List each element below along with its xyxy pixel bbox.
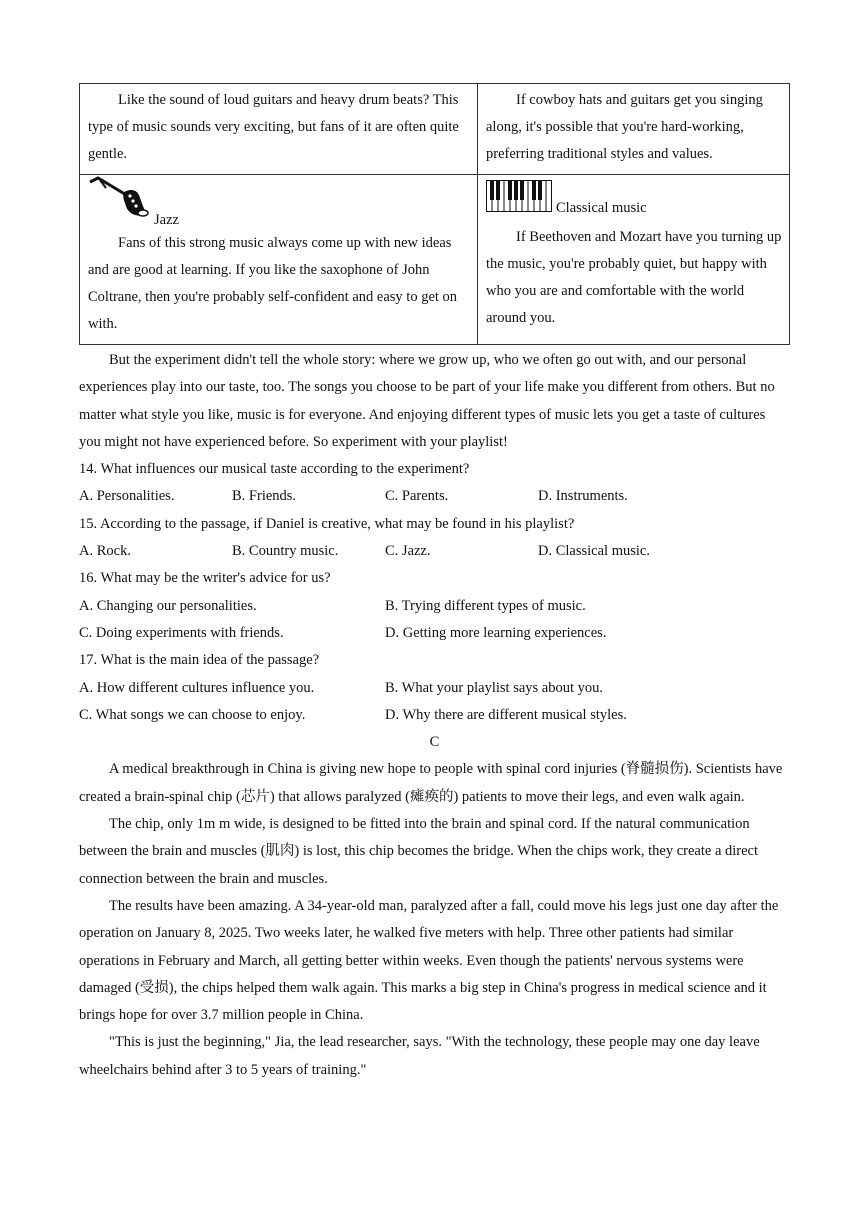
saxophone-icon [88, 174, 150, 230]
question-15 [79, 511, 790, 566]
table-row [80, 84, 790, 175]
country-text: If cowboy hats and guitars get you singing along, it's possible that you're hard-working, preferring traditional styles and values. [486, 92, 763, 162]
option-d[interactable]: D. Why there are different musical styles. [385, 706, 627, 723]
passage-paragraph: But the experiment didn't tell the whole story: where we grow up, who we often go out with, and our personal experiences play into our taste, too. The songs you choose to be part of your life make you different from others. But no matter what style you like, music is for everyone. And enjoying different types of music lets you get a taste of cultures you might not have experienced before. So experiment with your playlist! [79, 352, 775, 450]
passage-paragraph: The chip, only 1m m wide, is designed to be fitted into the brain and spinal cord. If the natural communication between the brain and muscles (肌肉) is lost, this chip becomes the bridge. When the chips work, they create a direct connection between the brain and muscles. [79, 816, 759, 887]
question-stem: 15. According to the passage, if Daniel is creative, what may be found in his playlist? [79, 515, 575, 532]
jazz-text: Fans of this strong music always come up with new ideas and are good at learning. If you like the saxophone of John Coltrane, then you're probably self-confident and easy to get on with. [88, 235, 458, 332]
exam-page [79, 83, 790, 1084]
option-row [79, 593, 790, 620]
question-17 [79, 647, 790, 729]
option-a[interactable]: A. Changing our personalities. [79, 597, 257, 614]
question-stem: 17. What is the main idea of the passage? [79, 652, 320, 669]
passage-paragraph: "This is just the beginning," Jia, the lead researcher, says. "With the technology, these people may one day leave wheelchairs behind after 3 to 5 years of training." [79, 1034, 760, 1078]
table-row [80, 175, 790, 345]
option-row [79, 702, 790, 729]
classical-cell [478, 175, 790, 345]
passage-paragraph: A medical breakthrough in China is giving new hope to people with spinal cord injuries (脊髓损伤). Scientists have created a brain-spinal chip (芯片) that allows paralyzed (瘫痪的) patients to move their legs, and even walk again. [79, 761, 783, 805]
option-d[interactable]: D. Classical music. [538, 543, 650, 560]
question-16 [79, 565, 790, 647]
option-c[interactable]: C. Parents. [385, 488, 449, 505]
country-cell [478, 84, 790, 175]
music-style-table [79, 83, 790, 345]
classical-text: If Beethoven and Mozart have you turning up the music, you're probably quiet, but happy with who you are and comfortable with the world around you. [486, 229, 782, 326]
option-b[interactable]: B. Country music. [232, 543, 339, 560]
option-a[interactable]: A. How different cultures influence you. [79, 679, 315, 696]
option-row [79, 483, 790, 510]
option-row [79, 620, 790, 647]
option-d[interactable]: D. Getting more learning experiences. [385, 624, 607, 641]
question-14 [79, 456, 790, 511]
option-a[interactable]: A. Personalities. [79, 488, 175, 505]
option-b[interactable]: B. Trying different types of music. [385, 597, 586, 614]
option-b[interactable]: B. What your playlist says about you. [385, 679, 604, 696]
passage-paragraph: The results have been amazing. A 34-year-old man, paralyzed after a fall, could move his legs just one day after the operation on January 8, 2025. Two weeks later, he walked five meters with help. Three other patients had similar operations in February and March, all getting better within weeks. Even though the patients' nervous systems were damaged (受损), the chips helped them walk again. This marks a big step in China's progress in medical science and it brings hope for over 3.7 million people in China. [79, 897, 779, 1024]
question-stem: 14. What influences our musical taste according to the experiment? [79, 461, 470, 478]
option-b[interactable]: B. Friends. [232, 488, 297, 505]
classical-header [486, 178, 782, 224]
section-heading: C [429, 734, 440, 751]
piano-keys-icon [486, 180, 552, 222]
option-c[interactable]: C. Doing experiments with friends. [79, 624, 284, 641]
option-c[interactable]: C. Jazz. [385, 543, 431, 560]
option-row [79, 538, 790, 565]
option-d[interactable]: D. Instruments. [538, 488, 628, 505]
jazz-label: Jazz [154, 212, 179, 228]
rock-text: Like the sound of loud guitars and heavy drum beats? This type of music sounds very exciting, but fans of it are often quite gentle. [88, 92, 459, 162]
jazz-cell [80, 175, 478, 345]
option-c[interactable]: C. What songs we can choose to enjoy. [79, 706, 306, 723]
question-stem: 16. What may be the writer's advice for us? [79, 570, 331, 587]
classical-label: Classical music [556, 200, 647, 216]
option-a[interactable]: A. Rock. [79, 543, 131, 560]
rock-cell [80, 84, 478, 175]
jazz-header [88, 178, 470, 230]
option-row [79, 675, 790, 702]
